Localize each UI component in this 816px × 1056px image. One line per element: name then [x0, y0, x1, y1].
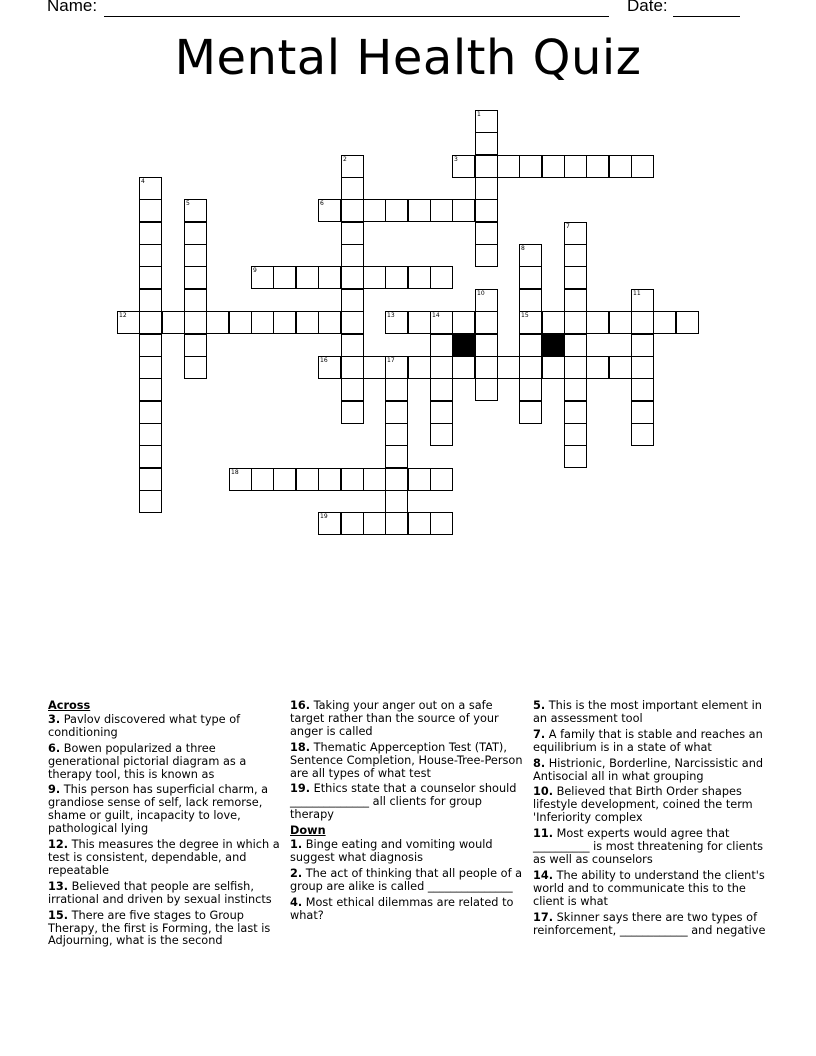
- crossword-cell[interactable]: [318, 512, 341, 535]
- crossword-cell[interactable]: [184, 244, 207, 267]
- crossword-cell[interactable]: [273, 311, 296, 334]
- crossword-cell[interactable]: [475, 155, 498, 178]
- crossword-cell[interactable]: [430, 356, 453, 379]
- clue-number: 4: [141, 178, 145, 185]
- crossword-cell[interactable]: [452, 155, 475, 178]
- clue-down-1: 1. Binge eating and vomiting would suggest what diagnosis: [290, 838, 493, 864]
- crossword-cell[interactable]: [184, 356, 207, 379]
- clue-across-16: 16. Taking your anger out on a safe target rather than the source of your anger is called: [290, 699, 499, 738]
- crossword-cell[interactable]: [318, 356, 341, 379]
- clue-down-17: 17. Skinner says there are two types of reinforcement, ____________ and negative: [533, 910, 766, 937]
- crossword-cell[interactable]: [229, 311, 252, 334]
- crossword-cell[interactable]: [475, 378, 498, 401]
- crossword-cell[interactable]: [631, 155, 654, 178]
- crossword-cell[interactable]: [430, 311, 453, 334]
- clue-column-2: [290, 700, 526, 926]
- crossword-cell[interactable]: [564, 155, 587, 178]
- crossword-cell[interactable]: [408, 468, 431, 491]
- crossword-cell[interactable]: [519, 311, 542, 334]
- clue-down-10: 10. Believed that Birth Order shapes lifestyle development, coined the term 'Inferiority complex: [533, 785, 753, 825]
- crossword-cell[interactable]: [363, 199, 386, 222]
- crossword-cell[interactable]: [475, 110, 498, 133]
- crossword-cell[interactable]: [341, 311, 364, 334]
- clue-number: 5: [186, 200, 190, 207]
- crossword-cell[interactable]: [318, 468, 341, 491]
- crossword-cell[interactable]: [631, 356, 654, 379]
- crossword-cell[interactable]: [251, 311, 274, 334]
- crossword-cell[interactable]: [363, 266, 386, 289]
- clue-down-14: 14. The ability to understand the client's world and to communicate this to the client is what: [533, 868, 765, 908]
- crossword-cell[interactable]: [341, 155, 364, 178]
- crossword-cell[interactable]: [296, 311, 319, 334]
- crossword-cell[interactable]: [184, 266, 207, 289]
- crossword-cell[interactable]: [430, 334, 453, 357]
- clue-number: 9: [253, 267, 257, 274]
- crossword-cell[interactable]: [385, 356, 408, 379]
- crossword-cell[interactable]: [452, 311, 475, 334]
- crossword-cell[interactable]: [609, 311, 632, 334]
- clue-across-18: 18. Thematic Apperception Test (TAT), Sentence Completion, House-Tree-Person are all types of what test: [290, 740, 523, 780]
- crossword-cell[interactable]: [609, 356, 632, 379]
- crossword-cell[interactable]: [385, 401, 408, 424]
- clue-number: 18: [231, 469, 239, 476]
- crossword-cell[interactable]: [139, 244, 162, 267]
- crossword-cell[interactable]: [296, 468, 319, 491]
- clue-across-12: 12. This measures the degree in which a test is consistent, dependable, and repeatable: [48, 838, 280, 877]
- crossword-cell[interactable]: [408, 512, 431, 535]
- crossword-cell[interactable]: [341, 512, 364, 535]
- crossword-cell[interactable]: [318, 266, 341, 289]
- crossword-cell[interactable]: [139, 177, 162, 200]
- crossword-cell[interactable]: [139, 289, 162, 312]
- crossword-cell[interactable]: [564, 244, 587, 267]
- crossword-cell[interactable]: [206, 311, 229, 334]
- crossword-cell[interactable]: [408, 356, 431, 379]
- crossword-cell[interactable]: [564, 334, 587, 357]
- crossword-cell[interactable]: [586, 356, 609, 379]
- crossword-cell[interactable]: [162, 311, 185, 334]
- crossword-cell[interactable]: [631, 378, 654, 401]
- crossword-cell[interactable]: [497, 155, 520, 178]
- crossword-cell[interactable]: [341, 244, 364, 267]
- crossword-cell[interactable]: [385, 378, 408, 401]
- clue-number: 3: [454, 156, 458, 163]
- crossword-cell[interactable]: [408, 311, 431, 334]
- crossword-cell[interactable]: [430, 512, 453, 535]
- crossword-cell[interactable]: [430, 423, 453, 446]
- crossword-cell[interactable]: [363, 356, 386, 379]
- clue-number: 7: [566, 223, 570, 230]
- across-heading: Across: [48, 699, 91, 712]
- crossword-cell[interactable]: [341, 334, 364, 357]
- crossword-cell[interactable]: [475, 177, 498, 200]
- crossword-cell[interactable]: [341, 378, 364, 401]
- crossword-cell[interactable]: [475, 289, 498, 312]
- crossword-cell[interactable]: [117, 311, 140, 334]
- crossword-cell[interactable]: [296, 266, 319, 289]
- clue-number: 1: [477, 111, 481, 118]
- crossword-cell[interactable]: [341, 222, 364, 245]
- crossword-cell[interactable]: [631, 289, 654, 312]
- crossword-cell[interactable]: [631, 311, 654, 334]
- crossword-cell[interactable]: [229, 468, 252, 491]
- crossword-cell[interactable]: [542, 155, 565, 178]
- crossword-cell[interactable]: [475, 199, 498, 222]
- crossword-cell[interactable]: [139, 334, 162, 357]
- clue-number: 16: [320, 357, 328, 364]
- clue-number: 15: [521, 312, 529, 319]
- clue-number: 12: [119, 312, 127, 319]
- crossword-cell[interactable]: [475, 334, 498, 357]
- crossword-cell[interactable]: [139, 311, 162, 334]
- crossword-cell[interactable]: [273, 266, 296, 289]
- crossword-cell[interactable]: [609, 155, 632, 178]
- clue-number: 2: [343, 156, 347, 163]
- crossword-cell[interactable]: [631, 401, 654, 424]
- clue-across-3: 3. Pavlov discovered what type of conditioning: [48, 712, 241, 739]
- crossword-cell[interactable]: [564, 356, 587, 379]
- date-label: Date:: [627, 0, 668, 15]
- crossword-cell[interactable]: [385, 311, 408, 334]
- crossword-cell[interactable]: [519, 266, 542, 289]
- clue-number: 14: [432, 312, 440, 319]
- clue-number: 8: [521, 245, 525, 252]
- down-heading: Down: [290, 824, 326, 838]
- crossword-cell[interactable]: [184, 199, 207, 222]
- clue-across-15: 15. There are five stages to Group Therapy, the first is Forming, the last is Adjourning, what is the second: [48, 908, 271, 948]
- clue-number: 11: [633, 290, 641, 297]
- blocked-cell: [452, 334, 475, 357]
- crossword-cell[interactable]: [139, 445, 162, 468]
- crossword-cell[interactable]: [564, 311, 587, 334]
- crossword-cell[interactable]: [139, 356, 162, 379]
- crossword-cell[interactable]: [430, 266, 453, 289]
- clue-number: 13: [387, 312, 395, 319]
- clue-down-11: 11. Most experts would agree that __________ is most threatening for clients as well as counselors: [533, 827, 764, 866]
- crossword-cell[interactable]: [385, 468, 408, 491]
- crossword-cell[interactable]: [341, 177, 364, 200]
- page-title: Mental Health Quiz: [174, 30, 642, 86]
- crossword-cell[interactable]: [341, 468, 364, 491]
- crossword-cell[interactable]: [408, 199, 431, 222]
- clue-across-6: 6. Bowen popularized a three generational pictorial diagram as a therapy tool, this is known as: [48, 741, 247, 781]
- crossword-cell[interactable]: [184, 289, 207, 312]
- crossword-cell[interactable]: [519, 401, 542, 424]
- clue-column-1: [48, 700, 284, 951]
- clue-across-13: 13. Believed that people are selfish, irrational and driven by sexual instincts: [48, 879, 272, 906]
- crossword-cell[interactable]: [184, 222, 207, 245]
- crossword-cell[interactable]: [475, 311, 498, 334]
- crossword-cell[interactable]: [475, 132, 498, 155]
- crossword-cell[interactable]: [519, 356, 542, 379]
- crossword-cell[interactable]: [586, 311, 609, 334]
- crossword-cell[interactable]: [341, 289, 364, 312]
- crossword-cell[interactable]: [139, 378, 162, 401]
- crossword-cell[interactable]: [564, 445, 587, 468]
- crossword-cell[interactable]: [653, 311, 676, 334]
- crossword-cell[interactable]: [251, 266, 274, 289]
- crossword-cell[interactable]: [139, 222, 162, 245]
- crossword-cell[interactable]: [363, 468, 386, 491]
- crossword-cell[interactable]: [341, 356, 364, 379]
- crossword-cell[interactable]: [385, 423, 408, 446]
- crossword-cell[interactable]: [452, 356, 475, 379]
- crossword-cell[interactable]: [676, 311, 699, 334]
- crossword-cell[interactable]: [184, 311, 207, 334]
- crossword-cell[interactable]: [139, 468, 162, 491]
- clue-across-9: 9. This person has superficial charm, a grandiose sense of self, lack remorse, shame or guilt, incapacity to love, pathological lying: [48, 783, 269, 836]
- crossword-cell[interactable]: [139, 423, 162, 446]
- blocked-cell: [542, 334, 565, 357]
- crossword-cell[interactable]: [564, 401, 587, 424]
- crossword-cell[interactable]: [475, 244, 498, 267]
- crossword-cell[interactable]: [631, 334, 654, 357]
- crossword-cell[interactable]: [564, 289, 587, 312]
- crossword-cell[interactable]: [564, 266, 587, 289]
- crossword-cell[interactable]: [430, 378, 453, 401]
- crossword-cell[interactable]: [564, 423, 587, 446]
- crossword-cell[interactable]: [139, 490, 162, 513]
- crossword-cell[interactable]: [519, 334, 542, 357]
- clue-down-8: 8. Histrionic, Borderline, Narcissistic and Antisocial all in what grouping: [533, 756, 764, 783]
- crossword-cell[interactable]: [564, 222, 587, 245]
- crossword-cell[interactable]: [564, 378, 587, 401]
- crossword-cell[interactable]: [139, 401, 162, 424]
- crossword-cell[interactable]: [519, 155, 542, 178]
- clue-number: 10: [477, 290, 485, 297]
- clue-across-19: 19. Ethics state that a counselor should ______________ all clients for group therapy: [290, 782, 517, 822]
- clue-number: 19: [320, 513, 328, 520]
- crossword-cell[interactable]: [519, 378, 542, 401]
- crossword-cell[interactable]: [519, 289, 542, 312]
- crossword-cell[interactable]: [273, 468, 296, 491]
- crossword-cell[interactable]: [430, 468, 453, 491]
- crossword-cell[interactable]: [519, 244, 542, 267]
- clue-down-7: 7. A family that is stable and reaches an equilibrium is in a state of what: [533, 727, 763, 754]
- crossword-cell[interactable]: [139, 266, 162, 289]
- crossword-cell[interactable]: [363, 512, 386, 535]
- crossword-cell[interactable]: [184, 334, 207, 357]
- crossword-cell[interactable]: [385, 266, 408, 289]
- crossword-cell[interactable]: [475, 356, 498, 379]
- crossword-cell[interactable]: [497, 356, 520, 379]
- crossword-cell[interactable]: [631, 423, 654, 446]
- crossword-cell[interactable]: [542, 311, 565, 334]
- crossword-cell[interactable]: [452, 199, 475, 222]
- crossword-cell[interactable]: [542, 356, 565, 379]
- crossword-cell[interactable]: [318, 199, 341, 222]
- crossword-cell[interactable]: [430, 199, 453, 222]
- crossword-cell[interactable]: [251, 468, 274, 491]
- clue-down-4: 4. Most ethical dilemmas are related to what?: [290, 895, 514, 922]
- crossword-cell[interactable]: [341, 199, 364, 222]
- crossword-cell[interactable]: [385, 490, 408, 513]
- crossword-cell[interactable]: [430, 401, 453, 424]
- crossword-cell[interactable]: [139, 199, 162, 222]
- name-label: Name:: [47, 0, 98, 15]
- clue-column-3: [533, 700, 769, 940]
- clue-number: 17: [387, 357, 395, 364]
- crossword-cell[interactable]: [385, 199, 408, 222]
- crossword-cell[interactable]: [318, 311, 341, 334]
- crossword-cell[interactable]: [341, 401, 364, 424]
- clue-number: 6: [320, 200, 324, 207]
- clue-down-5: 5. This is the most important element in an assessment tool: [533, 699, 762, 725]
- clue-down-2: 2. The act of thinking that all people of a group are alike is called _______________: [290, 866, 523, 893]
- crossword-cell[interactable]: [586, 155, 609, 178]
- crossword-cell[interactable]: [408, 266, 431, 289]
- crossword-cell[interactable]: [385, 445, 408, 468]
- crossword-cell[interactable]: [341, 266, 364, 289]
- crossword-cell[interactable]: [385, 512, 408, 535]
- crossword-cell[interactable]: [475, 222, 498, 245]
